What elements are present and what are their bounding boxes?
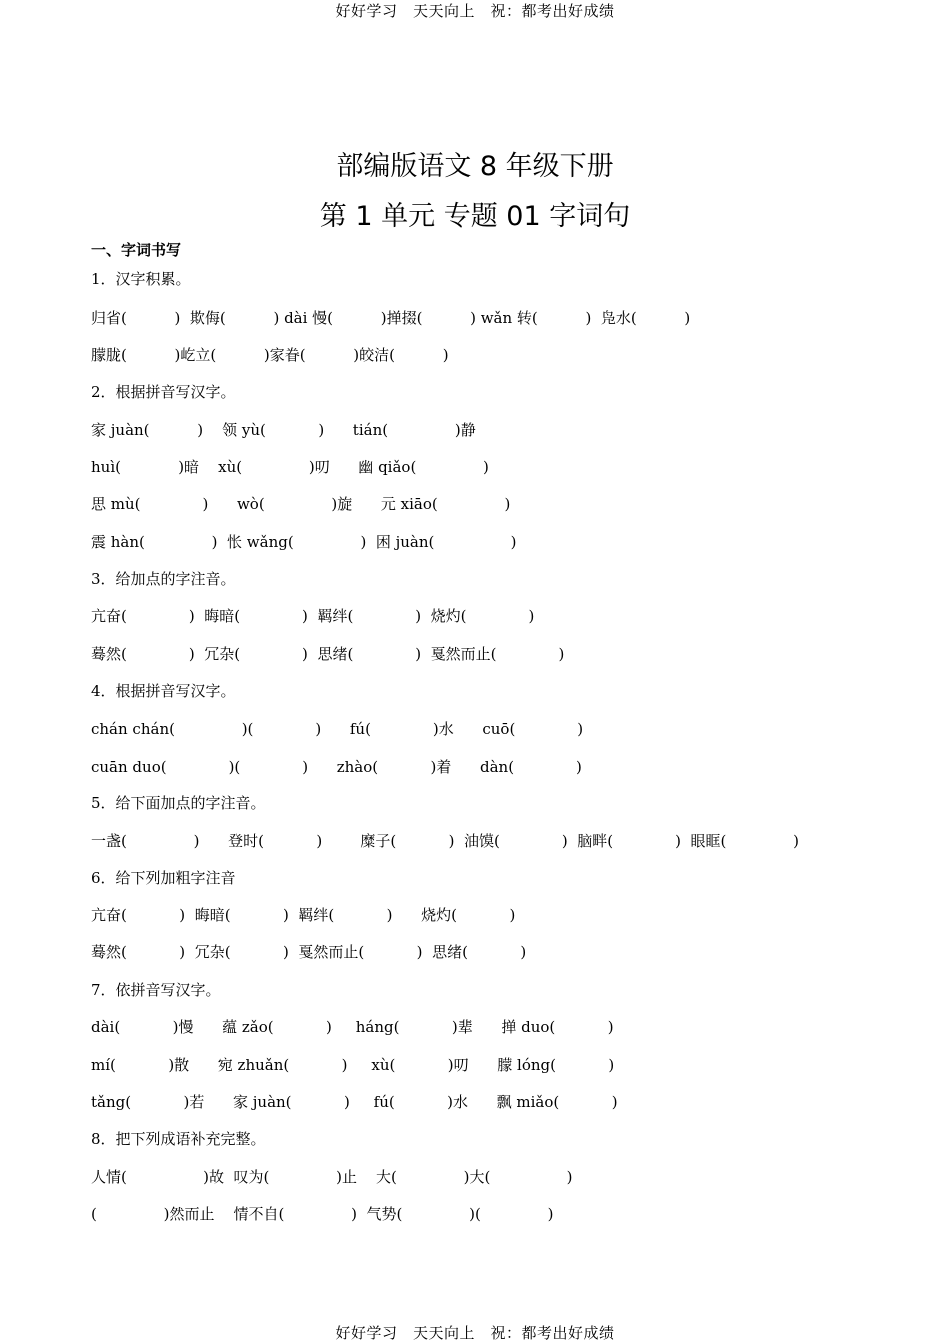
question-2-line-1: 家 juàn( ) 领 yù( ) tián( )静: [91, 421, 476, 439]
question-5-heading: 5．给下面加点的字注音。: [91, 794, 266, 812]
question-4-line-1: chán chán( )( ) fú( )水 cuō( ): [91, 720, 584, 738]
question-8-line-2: ( )然而止 情不自( ) 气势( )( ): [91, 1205, 554, 1223]
question-8-line-1: 人情( )故 叹为( )止 大( )大( ): [91, 1168, 573, 1186]
question-4-line-2: cuān duo( )( ) zhào( )着 dàn( ): [91, 758, 582, 776]
question-6-line-2: 蓦然( ) 冗杂( ) 戛然而止( ) 思绪( ): [91, 943, 527, 961]
doc-subtitle: 第 1 单元 专题 01 字词句: [319, 201, 631, 232]
question-2-line-2: huì( )暗 xù( )叨 幽 qiǎo( ): [91, 458, 489, 476]
question-4-heading: 4．根据拼音写汉字。: [91, 682, 236, 700]
question-3-line-1: 亢奋( ) 晦暗( ) 羁绊( ) 烧灼( ): [91, 607, 535, 625]
question-6-heading: 6．给下列加粗字注音: [91, 869, 236, 887]
page-header: 好好学习 天天向上 祝：都考出好成绩: [335, 2, 615, 20]
question-2-line-4: 震 hàn( ) 怅 wǎng( ) 困 juàn( ): [91, 533, 517, 551]
question-7-line-2: mí( )散 宛 zhuǎn( ) xù( )叨 朦 lóng( ): [91, 1056, 615, 1074]
page-footer: 好好学习 天天向上 祝：都考出好成绩: [335, 1324, 615, 1342]
question-2-heading: 2．根据拼音写汉字。: [91, 383, 236, 401]
question-3-heading: 3．给加点的字注音。: [91, 570, 236, 588]
question-2-line-3: 思 mù( ) wò( )旋 元 xiāo( ): [91, 495, 511, 513]
question-7-heading: 7．依拼音写汉字。: [91, 981, 221, 999]
question-1-line-2: 朦胧( )屹立( )家眷( )皎洁( ): [91, 346, 449, 364]
question-1-heading: 1．汉字积累。: [91, 270, 191, 288]
question-7-line-3: tǎng( )若 家 juàn( ) fú( )水 飘 miǎo( ): [91, 1093, 618, 1111]
question-6-line-1: 亢奋( ) 晦暗( ) 羁绊( ) 烧灼( ): [91, 906, 516, 924]
doc-title: 部编版语文 8 年级下册: [336, 151, 614, 182]
question-8-heading: 8．把下列成语补充完整。: [91, 1130, 266, 1148]
question-3-line-2: 蓦然( ) 冗杂( ) 思绪( ) 戛然而止( ): [91, 645, 565, 663]
section-heading: 一、字词书写: [91, 241, 182, 259]
question-1-line-1: 归省( ) 欺侮( ) dài 慢( )掸掇( ) wǎn 转( ) 凫水( ): [91, 309, 691, 327]
question-5-line-1: 一盏( ) 登时( ) 糜子( ) 油馍( ) 脑畔( ) 眼眶( ): [91, 832, 799, 850]
question-7-line-1: dài( )慢 蕴 zǎo( ) háng( )辈 掸 duo( ): [91, 1018, 614, 1036]
